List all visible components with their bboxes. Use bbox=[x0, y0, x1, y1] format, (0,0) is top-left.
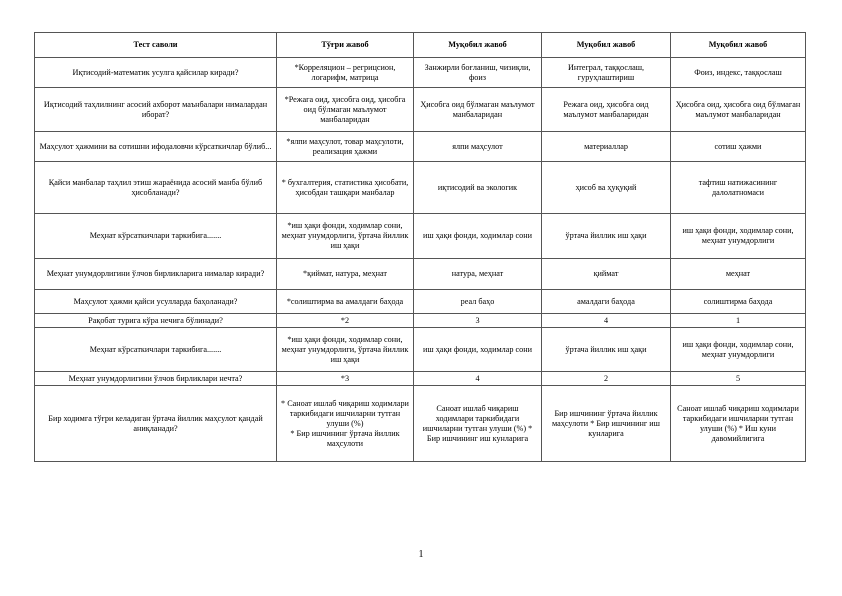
correct-answer-cell: *3 bbox=[277, 372, 414, 386]
table-row bbox=[35, 88, 806, 132]
alternative-answer-cell: материаллар bbox=[542, 132, 671, 162]
correct-answer-cell: *Режага оид, ҳисобга оид, ҳисобга оид бўлмаган маълумот манбаларидан bbox=[277, 88, 414, 132]
alternative-answer-cell: иш ҳақи фонди, ходимлар сони, меҳнат унумдорлиги bbox=[671, 214, 806, 259]
table-row bbox=[35, 386, 806, 462]
correct-answer-cell: *иш ҳақи фонди, ходимлар сони, меҳнат унумдорлиги, ўртача йиллик иш ҳақи bbox=[277, 328, 414, 372]
table-row bbox=[35, 58, 806, 88]
alternative-answer-cell: амалдаги баҳода bbox=[542, 290, 671, 314]
table-row bbox=[35, 314, 806, 328]
question-cell: Меҳнат кўрсаткичлари таркибига....... bbox=[35, 328, 277, 372]
alternative-answer-cell: 2 bbox=[542, 372, 671, 386]
alternative-answer-cell: тафтиш натижасининг далолатномаси bbox=[671, 162, 806, 214]
correct-answer-cell: *ялпи маҳсулот, товар маҳсулоти, реализация ҳажми bbox=[277, 132, 414, 162]
alternative-answer-cell: иқтисодий ва экологик bbox=[414, 162, 542, 214]
header-correct-answer: Тўғри жавоб bbox=[277, 33, 414, 58]
correct-answer-cell: *солиштирма ва амалдаги баҳода bbox=[277, 290, 414, 314]
alternative-answer-cell: иш ҳақи фонди, ходимлар сони, меҳнат унумдорлиги bbox=[671, 328, 806, 372]
alternative-answer-cell: Бир ишчининг ўртача йиллик маҳсулоти * Бир ишчининг иш кунларига bbox=[542, 386, 671, 462]
question-cell: Иқтисодий-математик усулга қайсилар киради? bbox=[35, 58, 277, 88]
alternative-answer-cell: сотиш ҳажми bbox=[671, 132, 806, 162]
table-row bbox=[35, 259, 806, 290]
alternative-answer-cell: Занжирли боғланиш, чизиқли, фоиз bbox=[414, 58, 542, 88]
page-number: 1 bbox=[418, 549, 424, 560]
header-row bbox=[35, 33, 806, 58]
alternative-answer-cell: Фоиз, индекс, таққослаш bbox=[671, 58, 806, 88]
question-cell: Меҳнат кўрсаткичлари таркибига....... bbox=[35, 214, 277, 259]
table-row bbox=[35, 162, 806, 214]
alternative-answer-cell: Интеграл, таққослаш, гуруҳлаштириш bbox=[542, 58, 671, 88]
question-cell: Меҳнат унумдорлигини ўлчов бирликларига нималар киради? bbox=[35, 259, 277, 290]
table-row bbox=[35, 372, 806, 386]
alternative-answer-cell: 1 bbox=[671, 314, 806, 328]
alternative-answer-cell: ялпи маҳсулот bbox=[414, 132, 542, 162]
alternative-answer-cell: қиймат bbox=[542, 259, 671, 290]
table-row bbox=[35, 328, 806, 372]
alternative-answer-cell: Ҳисобга оид бўлмаган маълумот манбаларидан bbox=[414, 88, 542, 132]
question-cell: Рақобат турига кўра нечига бўлинади? bbox=[35, 314, 277, 328]
correct-answer-cell: * бухгалтерия, статистика ҳисобати, ҳисобдан ташқари манбалар bbox=[277, 162, 414, 214]
alternative-answer-cell: 3 bbox=[414, 314, 542, 328]
question-cell: Меҳнат унумдорлигини ўлчов бирликлари нечта? bbox=[35, 372, 277, 386]
alternative-answer-cell: ўртача йиллик иш ҳақи bbox=[542, 328, 671, 372]
table-row bbox=[35, 214, 806, 259]
alternative-answer-cell: ўртача йиллик иш ҳақи bbox=[542, 214, 671, 259]
header-alternative-answer-2: Муқобил жавоб bbox=[542, 33, 671, 58]
correct-answer-cell: *қиймат, натура, меҳнат bbox=[277, 259, 414, 290]
alternative-answer-cell: солиштирма баҳода bbox=[671, 290, 806, 314]
question-cell: Бир ходимга тўғри келадиган ўртача йиллик маҳсулот қандай аниқланади? bbox=[35, 386, 277, 462]
question-cell: Қайси манбалар таҳлил этиш жараёнида асосий манба бўлиб ҳисобланади? bbox=[35, 162, 277, 214]
header-alternative-answer-1: Муқобил жавоб bbox=[414, 33, 542, 58]
correct-answer-cell: *2 bbox=[277, 314, 414, 328]
alternative-answer-cell: Саноат ишлаб чиқариш ходимлари таркибидаги ишчиларни тутган улуши (%) * Иш куни давомийлигига bbox=[671, 386, 806, 462]
alternative-answer-cell: 4 bbox=[542, 314, 671, 328]
question-cell: Маҳсулот ҳажми қайси усулларда баҳоланади? bbox=[35, 290, 277, 314]
alternative-answer-cell: Ҳисобга оид, ҳисобга оид бўлмаган маълумот манбаларидан bbox=[671, 88, 806, 132]
correct-answer-cell: * Саноат ишлаб чиқариш ходимлари таркибидаги ишчиларни тутган улуши (%) * Бир ишчининг ўртача йиллик маҳсулоти bbox=[277, 386, 414, 462]
alternative-answer-cell: натура, меҳнат bbox=[414, 259, 542, 290]
alternative-answer-cell: иш ҳақи фонди, ходимлар сони bbox=[414, 214, 542, 259]
alternative-answer-cell: 4 bbox=[414, 372, 542, 386]
alternative-answer-cell: 5 bbox=[671, 372, 806, 386]
header-alternative-answer-3: Муқобил жавоб bbox=[671, 33, 806, 58]
question-cell: Маҳсулот ҳажмини ва сотишни ифодаловчи кўрсаткичлар бўлиб... bbox=[35, 132, 277, 162]
correct-answer-cell: *Корреляцион – регрицсион, логарифм, матрица bbox=[277, 58, 414, 88]
header-question: Тест саволи bbox=[35, 33, 277, 58]
alternative-answer-cell: иш ҳақи фонди, ходимлар сони bbox=[414, 328, 542, 372]
alternative-answer-cell: реал баҳо bbox=[414, 290, 542, 314]
alternative-answer-cell: Саноат ишлаб чиқариш ходимлари таркибидаги ишчиларни тутган улуши (%) * Бир ишчининг иш кунларига bbox=[414, 386, 542, 462]
alternative-answer-cell: ҳисоб ва ҳуқуқий bbox=[542, 162, 671, 214]
alternative-answer-cell: меҳнат bbox=[671, 259, 806, 290]
quiz-table bbox=[34, 32, 806, 462]
table-row bbox=[35, 132, 806, 162]
table-row bbox=[35, 290, 806, 314]
correct-answer-cell: *иш ҳақи фонди, ходимлар сони, меҳнат унумдорлиги, ўртача йиллик иш ҳақи bbox=[277, 214, 414, 259]
question-cell: Иқтисодий таҳлилнинг асосий ахборот маънбалари нималардан иборат? bbox=[35, 88, 277, 132]
alternative-answer-cell: Режага оид, ҳисобга оид маълумот манбаларидан bbox=[542, 88, 671, 132]
